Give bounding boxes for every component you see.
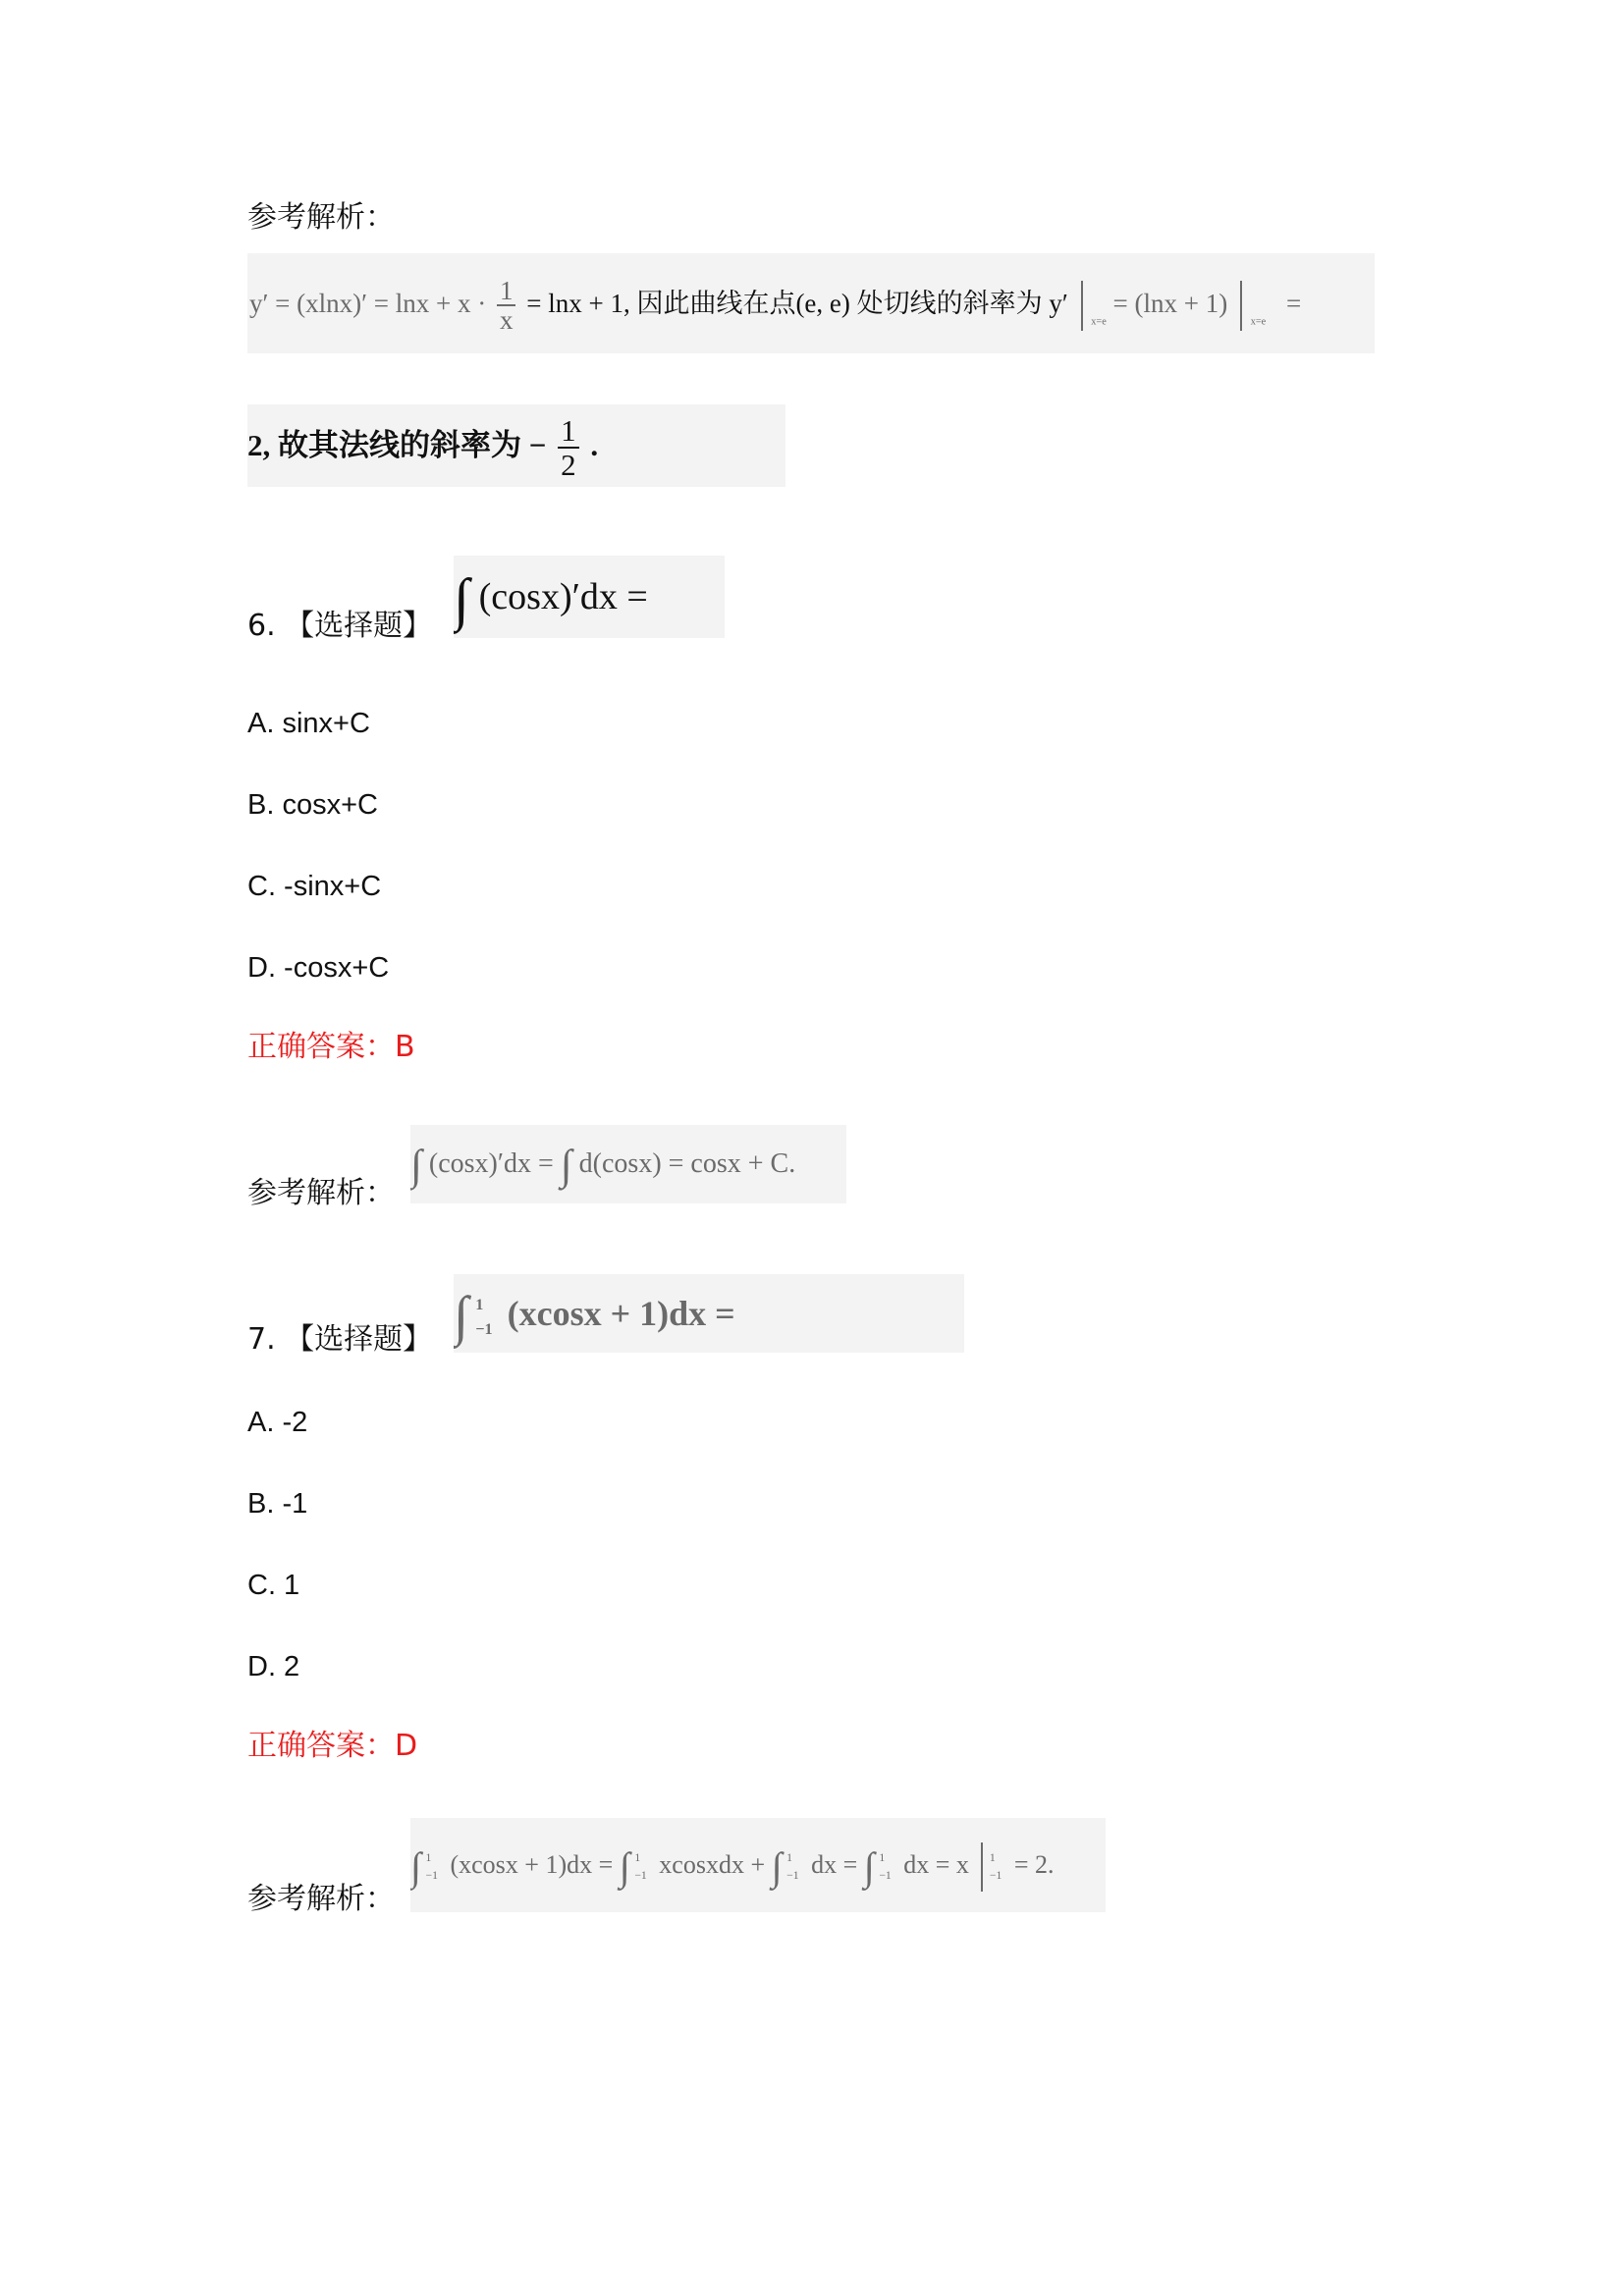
q7-integral-sign: ∫ xyxy=(454,1285,469,1347)
q7-upper-limit: 1 xyxy=(475,1296,484,1314)
q5-analysis-label: 参考解析： xyxy=(247,200,395,235)
q7-prefix: 7. 【选择题】 xyxy=(247,1322,433,1357)
q7-analysis-eval-bar xyxy=(981,1842,983,1891)
q7-option-a: A. -2 xyxy=(247,1407,308,1438)
q6-option-d: D. -cosx+C xyxy=(247,952,390,984)
q7-analysis-formula-image xyxy=(410,1818,1106,1912)
q5-formula-1-end: = xyxy=(1285,289,1302,318)
q5-formula-image-2 xyxy=(247,404,785,487)
q6-option-b: B. cosx+C xyxy=(247,789,378,821)
q7-analysis-upper-2: 1 xyxy=(634,1851,641,1865)
q7-integral-limits xyxy=(475,1293,492,1341)
q7-analysis-integral-2: ∫ xyxy=(619,1843,630,1889)
q5-formula-1-num: 1 xyxy=(497,277,516,306)
q7-option-c: C. 1 xyxy=(247,1570,300,1601)
q7-formula-image xyxy=(454,1274,964,1353)
q7-formula: (xcosx + 1)dx = xyxy=(507,1294,735,1333)
q7-analysis-upper-3: 1 xyxy=(786,1851,792,1865)
q6-correct-answer: 正确答案：B xyxy=(247,1030,415,1064)
q7-analysis-limits-4 xyxy=(879,1849,891,1884)
q6-option-a: A. sinx+C xyxy=(247,708,370,739)
q6-analysis-label: 参考解析： xyxy=(247,1176,395,1210)
q7-analysis-integral-3: ∫ xyxy=(771,1843,783,1889)
q6-analysis-formula-image xyxy=(410,1125,846,1203)
q7-analysis-lower-3: −1 xyxy=(786,1869,799,1883)
q6-analysis-formula-a: (cosx)′dx = xyxy=(428,1148,554,1179)
q7-analysis-limits-2 xyxy=(634,1849,646,1884)
q7-option-b: B. -1 xyxy=(247,1488,308,1520)
q5-formula-1-post: = lnx + 1, 因此曲线在点(e, e) 处切线的斜率为 y′ xyxy=(526,289,1068,318)
q5-formula-image-1 xyxy=(247,253,1375,353)
q7-analysis-upper-1: 1 xyxy=(425,1851,432,1865)
q7-lower-limit: −1 xyxy=(475,1319,493,1338)
q7-analysis-integral-1: ∫ xyxy=(410,1843,422,1889)
q7-analysis-term-4: dx = x xyxy=(903,1850,969,1879)
q7-analysis-upper-4: 1 xyxy=(879,1851,886,1865)
q7-analysis-term-2: xcosxdx + xyxy=(659,1850,766,1879)
q5-formula-1-pre: y′ = (xlnx)′ = lnx + x · xyxy=(249,289,487,318)
q6-formula: (cosx)′dx = xyxy=(478,576,648,617)
q7-option-d: D. 2 xyxy=(247,1651,300,1682)
q7-analysis-lower-1: −1 xyxy=(425,1869,438,1883)
q6-integral-sign: ∫ xyxy=(454,566,470,631)
q7-analysis-limits-3 xyxy=(786,1849,798,1884)
q5-formula-1-eval-bar-1 xyxy=(1081,281,1083,331)
q5-formula-2-fraction xyxy=(558,412,579,483)
q7-analysis-limits-1 xyxy=(426,1849,438,1884)
q7-correct-answer: 正确答案：D xyxy=(247,1729,418,1763)
q6-option-c: C. -sinx+C xyxy=(247,871,382,902)
q7-analysis-term-5: = 2. xyxy=(1013,1850,1055,1879)
q5-formula-2-den: 2 xyxy=(561,448,576,483)
q6-analysis-integral-1: ∫ xyxy=(410,1141,422,1189)
q7-analysis-label: 参考解析： xyxy=(247,1882,395,1916)
q6-prefix: 6. 【选择题】 xyxy=(247,609,433,643)
q7-analysis-lower-5: −1 xyxy=(989,1869,1002,1883)
q5-formula-2-num: 1 xyxy=(558,415,579,450)
q5-formula-1-eval-bar-2 xyxy=(1240,281,1242,331)
q5-formula-1-sub-2: x=e xyxy=(1250,316,1267,328)
q7-analysis-limits-5 xyxy=(990,1849,1001,1884)
q7-analysis-lower-2: −1 xyxy=(634,1869,647,1883)
q5-formula-1-sub-1: x=e xyxy=(1091,316,1107,328)
q7-analysis-integral-4: ∫ xyxy=(863,1843,875,1889)
q7-analysis-lower-4: −1 xyxy=(879,1869,892,1883)
q6-analysis-formula-b: d(cosx) = cosx + C. xyxy=(578,1148,796,1179)
q7-analysis-upper-5: 1 xyxy=(989,1851,996,1865)
q7-analysis-term-1: (xcosx + 1)dx = xyxy=(450,1850,614,1879)
q5-formula-1-mid: = (lnx + 1) xyxy=(1112,289,1228,318)
q5-formula-2-pre: 2, 故其法线的斜率为 − xyxy=(247,428,547,462)
q6-analysis-integral-2: ∫ xyxy=(560,1141,572,1189)
q5-formula-1-fraction xyxy=(497,277,516,336)
q5-formula-2-end: . xyxy=(590,428,599,462)
q7-analysis-term-3: dx = xyxy=(811,1850,858,1879)
q6-formula-image xyxy=(454,556,725,638)
q5-formula-1-den: x xyxy=(499,305,514,336)
